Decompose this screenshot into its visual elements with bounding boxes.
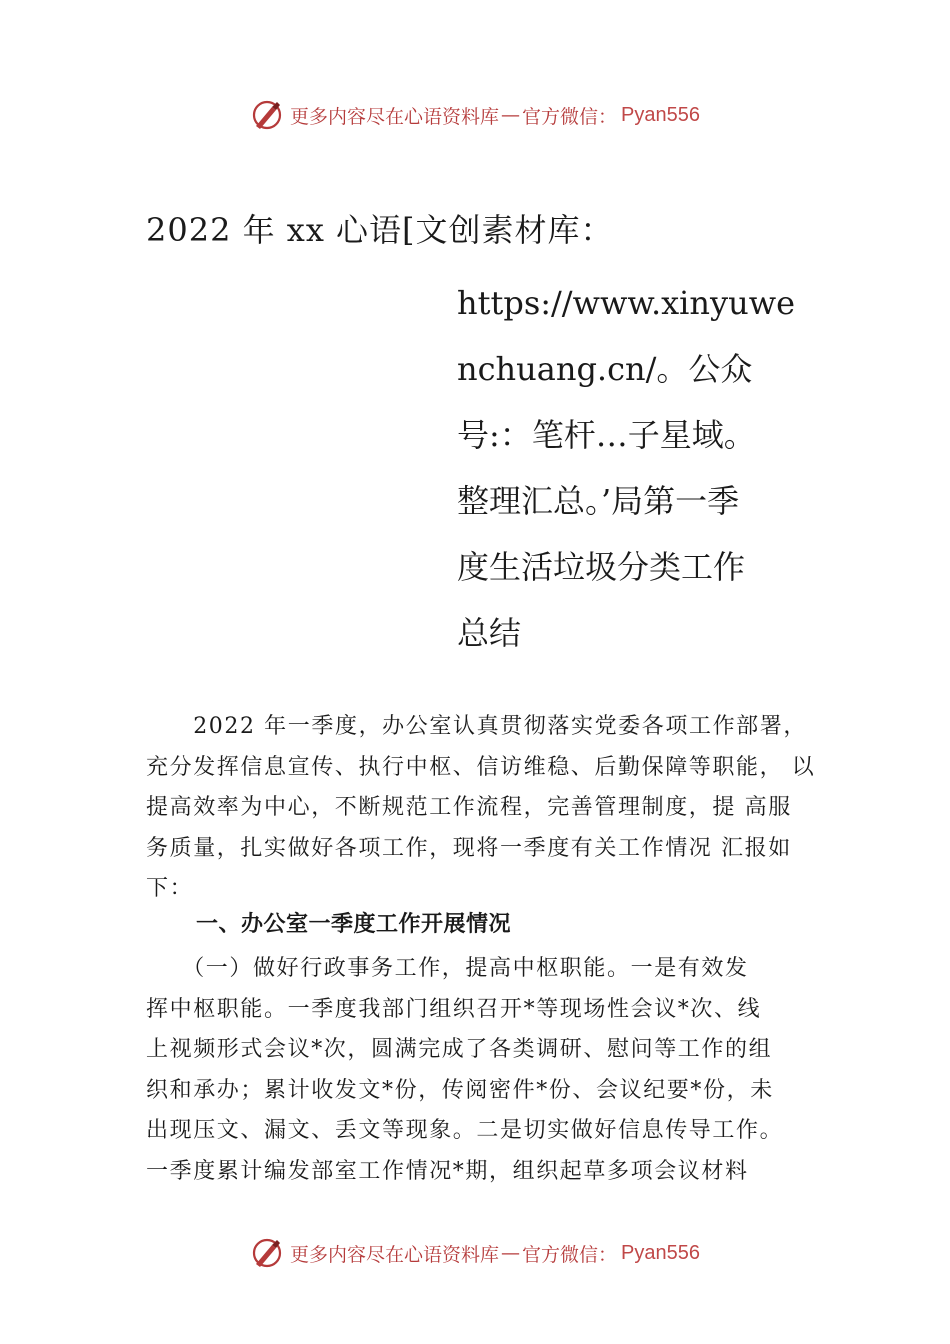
title-line: https://www.xinyuwe — [457, 284, 796, 322]
title-line: 总结 — [457, 614, 522, 652]
section-paragraph — [146, 949, 836, 1192]
paragraph-line: 一季度累计编发部室工作情况*期，组织起草多项会议材料 — [146, 1158, 749, 1184]
title-line: 整理汇总。’局第一季 — [457, 482, 740, 520]
banner-separator: — — [501, 104, 521, 126]
paragraph-line: 提高效率为中心，不断规范工作流程，完善管理制度，提 高服 — [146, 795, 792, 820]
banner-wechat-label: 官方微信： — [522, 1243, 618, 1266]
banner-text: 更多内容尽在心语资料库 — [290, 105, 500, 128]
paragraph-line: 务质量，扎实做好各项工作，现将一季度有关工作情况 汇报如 — [146, 835, 792, 861]
banner-account: Pyan556 — [621, 1241, 700, 1264]
pen-logo-icon — [250, 1236, 284, 1270]
paragraph-line: 织和承办；累计收发文*份，传阅密件*份、会议纪要*份，未 — [146, 1077, 774, 1103]
paragraph-line: 充分发挥信息宣传、执行中枢、信访维稳、后勤保障等职能， 以 — [146, 754, 816, 780]
footer-banner — [0, 1233, 950, 1273]
header-banner — [0, 95, 950, 135]
document-title-line1: 2022 年 xx 心语[文创素材库： — [146, 211, 614, 249]
title-line: nchuang.cn/。公众 — [457, 350, 753, 388]
title-line: 度生活垃圾分类工作 — [457, 548, 746, 586]
pen-logo-icon — [250, 98, 284, 132]
banner-account: Pyan556 — [621, 103, 700, 126]
section-heading: 一、办公室一季度工作开展情况 — [196, 912, 512, 937]
banner-text: 更多内容尽在心语资料库 — [290, 1243, 500, 1266]
banner-separator: — — [501, 1242, 521, 1264]
paragraph-line: 2022 年一季度，办公室认真贯彻落实党委各项工作部署， — [146, 714, 807, 739]
banner-wechat-label: 官方微信： — [522, 105, 618, 128]
document-title-block — [457, 270, 817, 666]
paragraph-line: 上视频形式会议*次，圆满完成了各类调研、慰问等工作的组 — [146, 1037, 773, 1062]
paragraph-line: 下： — [146, 876, 194, 901]
paragraph-line: 出现压文、漏文、丢文等现象。二是切实做好信息传导工作。 — [146, 1118, 784, 1143]
title-line: 号:：笔杆…子星域。 — [457, 416, 756, 454]
intro-paragraph — [146, 707, 836, 910]
paragraph-line: 挥中枢职能。一季度我部门组织召开*等现场性会议*次、线 — [146, 996, 762, 1022]
paragraph-line: （一）做好行政事务工作，提高中枢职能。一是有效发 — [146, 956, 749, 981]
